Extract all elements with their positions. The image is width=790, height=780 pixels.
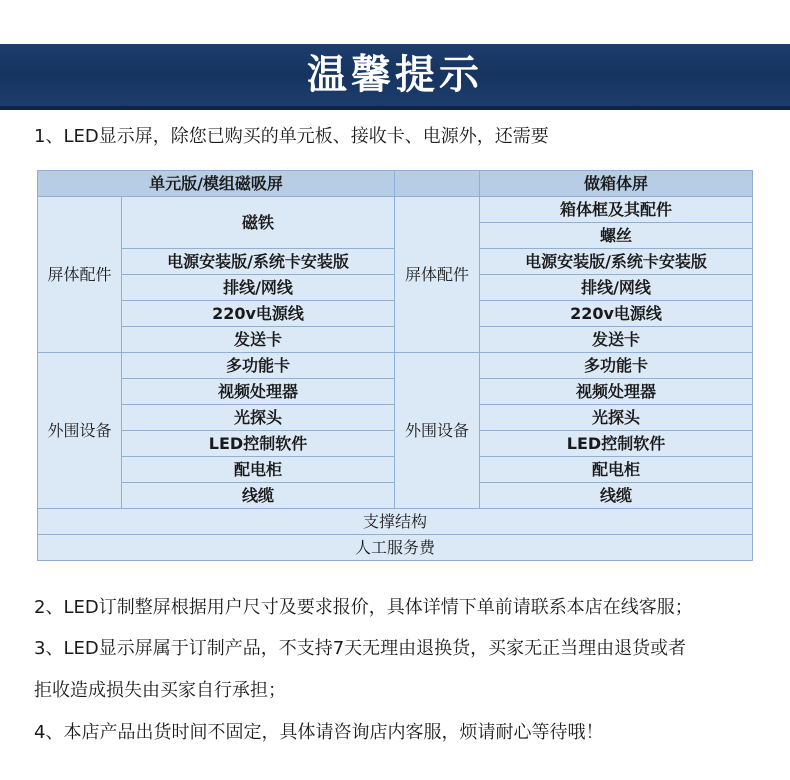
table-cell: 电源安装版/系统卡安装版: [480, 249, 753, 275]
footer-row-support: 支撑结构: [38, 509, 753, 535]
table-cell: 发送卡: [122, 327, 395, 353]
table-cell: 线缆: [122, 483, 395, 509]
note-4: 4、本店产品出货时间不固定，具体请咨询店内客服，烦请耐心等待哦！: [34, 722, 604, 743]
table-cell: 220v电源线: [122, 301, 395, 327]
table-cell: 线缆: [480, 483, 753, 509]
table-cell: 视频处理器: [122, 379, 395, 405]
note-3-line-1: 3、LED显示屏属于订制产品，不支持7天无理由退换货，买家无正当理由退货或者: [34, 638, 687, 659]
table-cell: 发送卡: [480, 327, 753, 353]
group-label-right: 屏体配件: [395, 197, 480, 353]
table-cell: 220v电源线: [480, 301, 753, 327]
note-3-line-2: 拒收造成损失由买家自行承担；: [34, 680, 286, 701]
banner-title: 温馨提示: [307, 52, 483, 98]
title-banner: [0, 44, 790, 110]
table-row: [38, 535, 753, 561]
header-spacer: [395, 171, 480, 197]
table-cell: 光探头: [480, 405, 753, 431]
left-column-header: 单元版/模组磁吸屏: [38, 171, 395, 197]
note-1: 1、LED显示屏，除您已购买的单元板、接收卡、电源外，还需要: [34, 126, 549, 147]
table-cell: 多功能卡: [122, 353, 395, 379]
table-cell: 配电柜: [480, 457, 753, 483]
table-cell: 电源安装版/系统卡安装版: [122, 249, 395, 275]
table-cell: 箱体框及其配件: [480, 197, 753, 223]
table-row: [38, 353, 753, 379]
note-2: 2、LED订制整屏根据用户尺寸及要求报价，具体详情下单前请联系本店在线客服；: [34, 597, 693, 618]
right-column-header: 做箱体屏: [480, 171, 753, 197]
table-cell: 排线/网线: [480, 275, 753, 301]
table-cell: LED控制软件: [480, 431, 753, 457]
table-cell: 磁铁: [122, 197, 395, 249]
table-cell: 螺丝: [480, 223, 753, 249]
table-cell: 视频处理器: [480, 379, 753, 405]
table-cell: 光探头: [122, 405, 395, 431]
accessories-table: [37, 170, 753, 561]
table-row: [38, 197, 753, 223]
table-cell: 多功能卡: [480, 353, 753, 379]
footer-row-labor: 人工服务费: [38, 535, 753, 561]
group-label-left: 屏体配件: [38, 197, 122, 353]
table-row: [38, 171, 753, 197]
table-cell: 排线/网线: [122, 275, 395, 301]
table-cell: LED控制软件: [122, 431, 395, 457]
group-label-right: 外围设备: [395, 353, 480, 509]
table-row: [38, 509, 753, 535]
group-label-left: 外围设备: [38, 353, 122, 509]
table-cell: 配电柜: [122, 457, 395, 483]
